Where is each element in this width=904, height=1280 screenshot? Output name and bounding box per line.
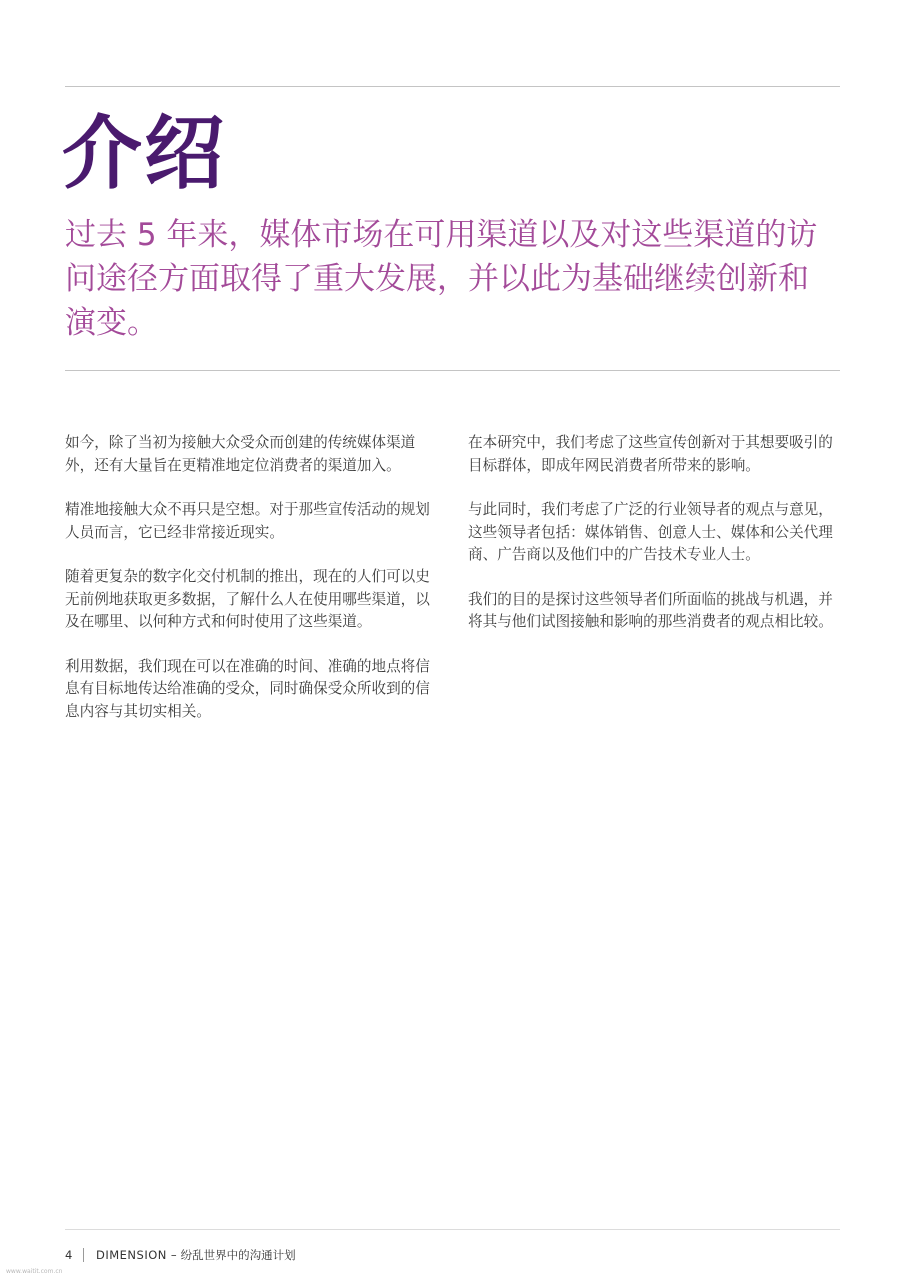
footer-divider bbox=[65, 1229, 840, 1230]
watermark: www.waitit.com.cn bbox=[6, 1268, 63, 1275]
footer-subtitle: 纷乱世界中的沟通计划 bbox=[180, 1248, 296, 1262]
page-title: 介绍 bbox=[62, 107, 226, 200]
body-paragraph: 在本研究中，我们考虑了这些宣传创新对于其想要吸引的目标群体，即成年网民消费者所带来的影响。 bbox=[468, 434, 833, 474]
footer-dash: – bbox=[170, 1248, 177, 1262]
body-column-left bbox=[65, 432, 430, 745]
section-divider bbox=[65, 370, 840, 371]
page-footer bbox=[65, 1246, 296, 1264]
body-paragraph: 随着更复杂的数字化交付机制的推出，现在的人们可以史无前例地获取更多数据，了解什么人在使用哪些渠道，以及在哪里、以何种方式和何时使用了这些渠道。 bbox=[65, 568, 430, 630]
body-paragraph: 如今，除了当初为接触大众受众而创建的传统媒体渠道外，还有大量旨在更精准地定位消费者的渠道加入。 bbox=[65, 434, 416, 474]
footer-brand: DIMENSION bbox=[96, 1248, 167, 1262]
body-column-right bbox=[468, 432, 838, 656]
page-number: 4 bbox=[65, 1248, 73, 1262]
body-paragraph: 我们的目的是探讨这些领导者们所面临的挑战与机遇，并将其与他们试图接触和影响的那些消费者的观点相比较。 bbox=[468, 590, 833, 630]
footer-separator bbox=[83, 1248, 84, 1262]
lead-paragraph: 过去 5 年来，媒体市场在可用渠道以及对这些渠道的访问途径方面取得了重大发展，并以此为基础继续创新和演变。 bbox=[65, 217, 818, 341]
top-divider bbox=[65, 86, 840, 87]
body-paragraph: 精准地接触大众不再只是空想。对于那些宣传活动的规划人员而言，它已经非常接近现实。 bbox=[65, 501, 430, 541]
body-paragraph: 与此同时，我们考虑了广泛的行业领导者的观点与意见，这些领导者包括：媒体销售、创意人士、媒体和公关代理商、广告商以及他们中的广告技术专业人士。 bbox=[468, 501, 833, 563]
body-paragraph: 利用数据，我们现在可以在准确的时间、准确的地点将信息有目标地传达给准确的受众，同时确保受众所收到的信息内容与其切实相关。 bbox=[65, 657, 430, 720]
